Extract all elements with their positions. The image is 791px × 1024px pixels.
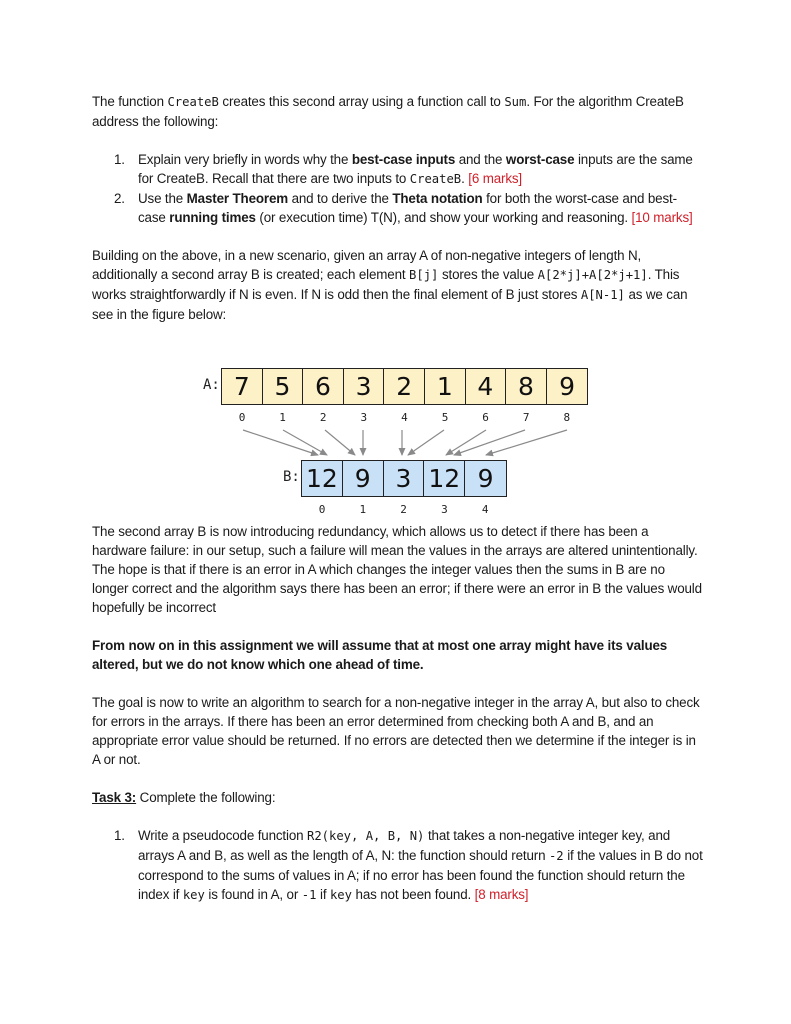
text: Building on the above, in a new scenario, given an array A of non-negative integers of length N, additionally a second array B is created; each element [92,248,642,282]
question-list-1 [92,150,704,227]
array-b-cell: 12 [302,461,343,496]
array-a-index: 1 [279,411,286,424]
code-bj: B[j] [409,268,439,282]
text: stores the value [438,267,538,282]
marks-label: [10 marks] [631,210,693,225]
array-a-index: 5 [441,411,449,424]
text: Write a pseudocode function [138,828,307,843]
assumption-paragraph [92,636,704,674]
bold-text: best-case inputs [351,152,456,167]
task-label: Task 3: [92,790,137,805]
array-a-index: 6 [482,411,489,424]
text: is found in A, or [204,887,302,902]
list-item [92,826,704,905]
text: . This works straightforwardly if N is even. If N is odd then the final element of B just stores [92,267,680,302]
array-a-cell: 4 [466,369,507,404]
bold-text: running times [169,210,256,225]
array-b-cell: 9 [465,461,506,496]
list-item [92,189,704,227]
document-page [92,92,704,905]
bold-text: Theta notation [392,191,483,206]
text: Complete the following: [136,790,276,805]
marks-label: [6 marks] [468,171,523,186]
text: inputs are the same for CreateB. Recall that there are two inputs to [138,152,693,186]
bold-text: From now on in this assignment we will assume that at most one array might have its values altered, but we do not know which one ahead of time. [92,638,668,672]
code-an-1: A[N-1] [580,288,625,302]
text: as we can see in the figure below: [92,287,688,322]
array-a-index: 8 [563,411,571,424]
figure-spacer [92,324,704,522]
task-heading [92,788,704,807]
array-a-index: 3 [360,411,368,424]
text: has not been found. [351,887,475,902]
array-b-cell: 9 [343,461,384,496]
array-a-index: 2 [319,411,327,424]
code-minus-one: -1 [301,888,317,902]
text: and the [455,152,506,167]
array-b-index: 0 [318,503,326,516]
text: creates this second array using a function call to [218,94,505,109]
question-list-2 [92,826,704,905]
array-a-cell: 8 [506,369,547,404]
array-b-index: 2 [400,503,407,516]
text: if the values in B do not correspond to the sums of values in A; if no error has been found the function should return the index if [138,848,703,902]
bold-text: Master Theorem [186,191,289,206]
text: if [316,887,330,902]
array-a-cell: 7 [222,369,263,404]
text: for both the worst-case and best-case [138,191,677,225]
text: . For the algorithm CreateB address the following: [92,94,684,129]
intro-paragraph [92,92,704,131]
redundancy-paragraph: The second array B is now introducing redundancy, which allows us to detect if there has been a hardware failure: in our setup, such a failure will mean the values in the arrays are altered unintentionally. The hope is that if there is an error in A which changes the integer values then the sums in B are no longer correct and the algorithm says there has been an error; if there were an error in B the values would hopefully be incorrect [92,524,702,615]
code-sum: Sum [504,95,527,109]
array-b-index: 4 [481,503,489,516]
item-number: 1. [114,828,125,843]
item-number: 1. [114,152,125,167]
array-a-index: 0 [238,411,246,424]
text: . [461,171,469,186]
array-a-cell: 3 [344,369,385,404]
code-minus-two: -2 [548,849,564,863]
array-a-label: A: [203,377,220,393]
array-a-cell: 2 [384,369,425,404]
array-a-cell: 9 [547,369,588,404]
code-sum-expression: A[2*j]+A[2*j+1] [537,268,648,282]
array-a-index: 4 [401,411,408,424]
code-key: key [182,888,205,902]
building-paragraph [92,246,704,324]
text: and to derive the [288,191,393,206]
array-b-index: 3 [441,503,448,516]
item-number: 2. [114,191,125,206]
array-a-cell: 6 [303,369,344,404]
marks-label: [8 marks] [474,887,529,902]
text: The function [92,94,168,109]
code-createb: CreateB [167,95,219,109]
text: (or execution time) T(N), and show your working and reasoning. [255,210,632,225]
array-a-index: 7 [522,411,530,424]
array-b-index: 1 [359,503,367,516]
array-a-cell: 5 [263,369,304,404]
array-b-cell: 12 [424,461,465,496]
text: Use the [138,191,187,206]
goal-paragraph: The goal is now to write an algorithm to search for a non-negative integer in the array A, but also to check for errors in the arrays. If there has been an error determined from checking both A and B, and an appropriate error value should be returned. If no errors are detected then we determine if the integer is in A or not. [92,695,700,767]
code-createb: CreateB [409,172,462,186]
array-a-cell: 1 [425,369,466,404]
array-b-cell: 3 [384,461,425,496]
text: Explain very briefly in words why the [138,152,352,167]
array-b-label: B: [283,469,300,485]
bold-text: worst-case [505,152,575,167]
code-function-signature: R2(key, A, B, N) [307,829,425,843]
list-item [92,150,704,189]
code-key: key [329,888,352,902]
text: that takes a non-negative integer key, and arrays A and B, as well as the length of A, N: the function should return [138,828,671,863]
